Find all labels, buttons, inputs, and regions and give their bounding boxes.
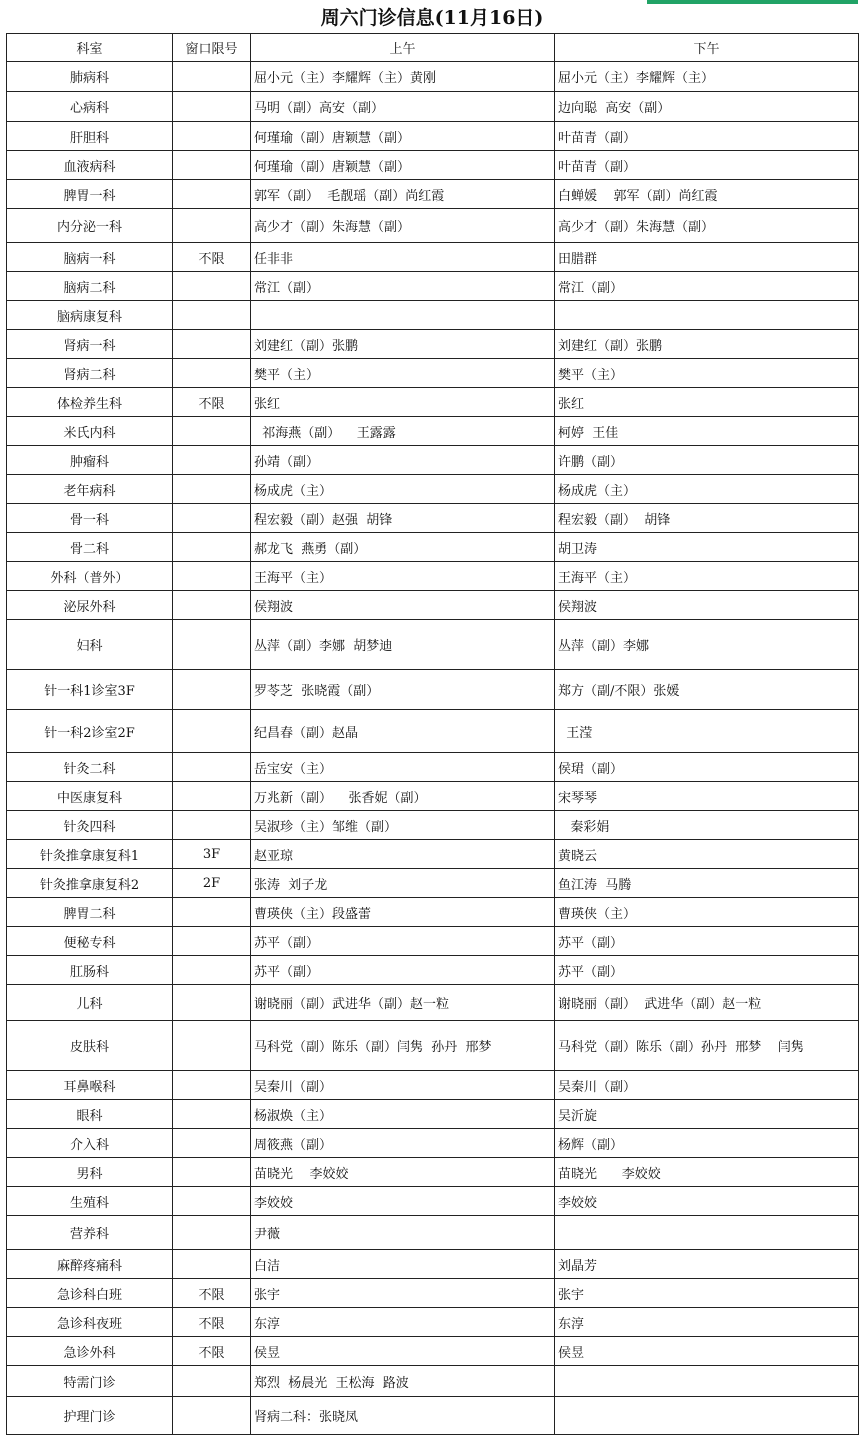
morning-cell: 任非非 — [251, 243, 555, 272]
dept-cell: 心病科 — [7, 92, 173, 122]
dept-cell: 肾病二科 — [7, 359, 173, 388]
table-row — [7, 243, 859, 272]
table-row — [7, 1158, 859, 1187]
window-limit-cell: 2F — [173, 869, 251, 898]
window-limit-cell — [173, 753, 251, 782]
afternoon-cell: 丛萍（副）李娜 — [555, 620, 859, 670]
table-row — [7, 1308, 859, 1337]
dept-cell: 妇科 — [7, 620, 173, 670]
dept-cell: 眼科 — [7, 1100, 173, 1129]
afternoon-cell: 白蝉媛 郭军（副）尚红霞 — [555, 180, 859, 209]
table-row — [7, 151, 859, 180]
table-row — [7, 956, 859, 985]
dept-cell: 中医康复科 — [7, 782, 173, 811]
table-row — [7, 359, 859, 388]
afternoon-cell: 鱼江涛 马腾 — [555, 869, 859, 898]
afternoon-cell: 苏平（副） — [555, 956, 859, 985]
morning-cell: 侯昱 — [251, 1337, 555, 1366]
afternoon-cell: 杨辉（副） — [555, 1129, 859, 1158]
dept-cell: 肺病科 — [7, 62, 173, 92]
window-limit-cell: 不限 — [173, 1308, 251, 1337]
morning-cell: 侯翔波 — [251, 591, 555, 620]
dept-cell: 急诊外科 — [7, 1337, 173, 1366]
clinic-schedule-table — [6, 33, 859, 1435]
dept-cell: 男科 — [7, 1158, 173, 1187]
dept-cell: 泌尿外科 — [7, 591, 173, 620]
morning-cell: 程宏毅（副）赵强 胡锋 — [251, 504, 555, 533]
window-limit-cell — [173, 151, 251, 180]
window-limit-cell — [173, 417, 251, 446]
morning-cell: 纪昌春（副）赵晶 — [251, 710, 555, 753]
table-row — [7, 811, 859, 840]
table-row — [7, 180, 859, 209]
table-row — [7, 1366, 859, 1397]
dept-cell: 护理门诊 — [7, 1397, 173, 1435]
table-row — [7, 301, 859, 330]
morning-cell: 张红 — [251, 388, 555, 417]
dept-cell: 耳鼻喉科 — [7, 1071, 173, 1100]
dept-cell: 针一科1诊室3F — [7, 670, 173, 710]
morning-cell: 张涛 刘子龙 — [251, 869, 555, 898]
table-row — [7, 1397, 859, 1435]
dept-cell: 体检养生科 — [7, 388, 173, 417]
header-dept: 科室 — [7, 34, 173, 62]
dept-cell: 脑病二科 — [7, 272, 173, 301]
table-row — [7, 670, 859, 710]
table-row — [7, 753, 859, 782]
window-limit-cell: 不限 — [173, 388, 251, 417]
afternoon-cell: 曹瑛侠（主） — [555, 898, 859, 927]
morning-cell: 刘建红（副）张鹏 — [251, 330, 555, 359]
morning-cell: 谢晓丽（副）武进华（副）赵一粒 — [251, 985, 555, 1021]
table-row — [7, 122, 859, 151]
table-row — [7, 1129, 859, 1158]
afternoon-cell — [555, 1366, 859, 1397]
morning-cell: 吴秦川（副） — [251, 1071, 555, 1100]
window-limit-cell — [173, 985, 251, 1021]
window-limit-cell — [173, 956, 251, 985]
afternoon-cell: 吴秦川（副） — [555, 1071, 859, 1100]
window-limit-cell — [173, 562, 251, 591]
window-limit-cell — [173, 180, 251, 209]
morning-cell: 肾病二科：张晓凤 — [251, 1397, 555, 1435]
afternoon-cell: 叶苗青（副） — [555, 151, 859, 180]
morning-cell: 马明（副）高安（副） — [251, 92, 555, 122]
morning-cell: 杨成虎（主） — [251, 475, 555, 504]
afternoon-cell: 柯婷 王佳 — [555, 417, 859, 446]
window-limit-cell — [173, 591, 251, 620]
table-row — [7, 869, 859, 898]
afternoon-cell: 李姣姣 — [555, 1187, 859, 1216]
afternoon-cell: 马科党（副）陈乐（副）孙丹 邢梦 闫隽 — [555, 1021, 859, 1071]
afternoon-cell: 王海平（主） — [555, 562, 859, 591]
table-row — [7, 898, 859, 927]
window-limit-cell — [173, 272, 251, 301]
dept-cell: 外科（普外） — [7, 562, 173, 591]
header-window-limit: 窗口限号 — [173, 34, 251, 62]
dept-cell: 脑病一科 — [7, 243, 173, 272]
table-row — [7, 1216, 859, 1250]
morning-cell: 白洁 — [251, 1250, 555, 1279]
window-limit-cell — [173, 301, 251, 330]
window-limit-cell — [173, 1250, 251, 1279]
dept-cell: 血液病科 — [7, 151, 173, 180]
morning-cell: 东淳 — [251, 1308, 555, 1337]
window-limit-cell — [173, 1216, 251, 1250]
dept-cell: 针灸二科 — [7, 753, 173, 782]
afternoon-cell: 樊平（主） — [555, 359, 859, 388]
table-row — [7, 475, 859, 504]
window-limit-cell — [173, 927, 251, 956]
afternoon-cell: 侯珺（副） — [555, 753, 859, 782]
dept-cell: 肛肠科 — [7, 956, 173, 985]
window-limit-cell — [173, 898, 251, 927]
morning-cell — [251, 301, 555, 330]
afternoon-cell: 许鹏（副） — [555, 446, 859, 475]
afternoon-cell: 刘晶芳 — [555, 1250, 859, 1279]
table-row — [7, 209, 859, 243]
window-limit-cell: 不限 — [173, 1337, 251, 1366]
window-limit-cell — [173, 1100, 251, 1129]
window-limit-cell — [173, 811, 251, 840]
window-limit-cell — [173, 620, 251, 670]
table-row — [7, 591, 859, 620]
window-limit-cell — [173, 330, 251, 359]
table-row — [7, 985, 859, 1021]
dept-cell: 脑病康复科 — [7, 301, 173, 330]
morning-cell: 祁海燕（副） 王露露 — [251, 417, 555, 446]
morning-cell: 何瑾瑜（副）唐颖慧（副） — [251, 122, 555, 151]
morning-cell: 吴淑珍（主）邹维（副） — [251, 811, 555, 840]
window-limit-cell — [173, 1158, 251, 1187]
table-row — [7, 388, 859, 417]
morning-cell: 万兆新（副） 张香妮（副） — [251, 782, 555, 811]
morning-cell: 张宇 — [251, 1279, 555, 1308]
afternoon-cell — [555, 1216, 859, 1250]
morning-cell: 王海平（主） — [251, 562, 555, 591]
header-row — [7, 34, 859, 62]
table-row — [7, 1337, 859, 1366]
table-row — [7, 1021, 859, 1071]
morning-cell: 高少才（副）朱海慧（副） — [251, 209, 555, 243]
afternoon-cell: 秦彩娟 — [555, 811, 859, 840]
dept-cell: 皮肤科 — [7, 1021, 173, 1071]
morning-cell: 赵亚琼 — [251, 840, 555, 869]
window-limit-cell — [173, 475, 251, 504]
afternoon-cell — [555, 1397, 859, 1435]
table-row — [7, 1279, 859, 1308]
morning-cell: 曹瑛侠（主）段盛蕾 — [251, 898, 555, 927]
table-row — [7, 1187, 859, 1216]
dept-cell: 营养科 — [7, 1216, 173, 1250]
dept-cell: 麻醉疼痛科 — [7, 1250, 173, 1279]
table-row — [7, 62, 859, 92]
table-row — [7, 782, 859, 811]
page-title: 周六门诊信息(11月16日) — [320, 7, 544, 29]
morning-cell: 岳宝安（主） — [251, 753, 555, 782]
dept-cell: 针灸推拿康复科2 — [7, 869, 173, 898]
afternoon-cell — [555, 301, 859, 330]
dept-cell: 急诊科白班 — [7, 1279, 173, 1308]
table-row — [7, 533, 859, 562]
window-limit-cell — [173, 533, 251, 562]
afternoon-cell: 胡卫涛 — [555, 533, 859, 562]
morning-cell: 屈小元（主）李耀辉（主）黄刚 — [251, 62, 555, 92]
dept-cell: 米氏内科 — [7, 417, 173, 446]
afternoon-cell: 苏平（副） — [555, 927, 859, 956]
table-row — [7, 1071, 859, 1100]
table-row — [7, 927, 859, 956]
table-row — [7, 272, 859, 301]
dept-cell: 肿瘤科 — [7, 446, 173, 475]
dept-cell: 针灸四科 — [7, 811, 173, 840]
dept-cell: 生殖科 — [7, 1187, 173, 1216]
window-limit-cell — [173, 122, 251, 151]
afternoon-cell: 高少才（副）朱海慧（副） — [555, 209, 859, 243]
morning-cell: 罗苓芝 张晓霞（副） — [251, 670, 555, 710]
table-row — [7, 840, 859, 869]
afternoon-cell: 边向聪 高安（副） — [555, 92, 859, 122]
afternoon-cell: 宋琴琴 — [555, 782, 859, 811]
morning-cell: 郭军（副） 毛靓瑶（副）尚红霞 — [251, 180, 555, 209]
window-limit-cell — [173, 782, 251, 811]
morning-cell: 苗晓光 李姣姣 — [251, 1158, 555, 1187]
afternoon-cell: 屈小元（主）李耀辉（主） — [555, 62, 859, 92]
header-afternoon: 下午 — [555, 34, 859, 62]
morning-cell: 孙靖（副） — [251, 446, 555, 475]
table-row — [7, 417, 859, 446]
window-limit-cell: 不限 — [173, 1279, 251, 1308]
morning-cell: 杨淑焕（主） — [251, 1100, 555, 1129]
table-row — [7, 330, 859, 359]
dept-cell: 便秘专科 — [7, 927, 173, 956]
table-row — [7, 1100, 859, 1129]
window-limit-cell — [173, 1021, 251, 1071]
window-limit-cell — [173, 62, 251, 92]
dept-cell: 老年病科 — [7, 475, 173, 504]
afternoon-cell: 王滢 — [555, 710, 859, 753]
window-limit-cell — [173, 446, 251, 475]
afternoon-cell: 刘建红（副）张鹏 — [555, 330, 859, 359]
dept-cell: 介入科 — [7, 1129, 173, 1158]
morning-cell: 郝龙飞 燕勇（副） — [251, 533, 555, 562]
afternoon-cell: 杨成虎（主） — [555, 475, 859, 504]
morning-cell: 苏平（副） — [251, 956, 555, 985]
window-limit-cell — [173, 710, 251, 753]
afternoon-cell: 张红 — [555, 388, 859, 417]
window-limit-cell — [173, 209, 251, 243]
afternoon-cell: 吴沂旋 — [555, 1100, 859, 1129]
afternoon-cell: 黄晓云 — [555, 840, 859, 869]
morning-cell: 樊平（主） — [251, 359, 555, 388]
table-row — [7, 446, 859, 475]
header-morning: 上午 — [251, 34, 555, 62]
morning-cell: 马科党（副）陈乐（副）闫隽 孙丹 邢梦 — [251, 1021, 555, 1071]
window-limit-cell — [173, 1187, 251, 1216]
morning-cell: 李姣姣 — [251, 1187, 555, 1216]
dept-cell: 针灸推拿康复科1 — [7, 840, 173, 869]
dept-cell: 儿科 — [7, 985, 173, 1021]
afternoon-cell: 田腊群 — [555, 243, 859, 272]
afternoon-cell: 程宏毅（副） 胡锋 — [555, 504, 859, 533]
window-limit-cell — [173, 92, 251, 122]
dept-cell: 肝胆科 — [7, 122, 173, 151]
afternoon-cell: 谢晓丽（副） 武进华（副）赵一粒 — [555, 985, 859, 1021]
afternoon-cell: 苗晓光 李姣姣 — [555, 1158, 859, 1187]
morning-cell: 何瑾瑜（副）唐颖慧（副） — [251, 151, 555, 180]
table-row — [7, 504, 859, 533]
dept-cell: 肾病一科 — [7, 330, 173, 359]
dept-cell: 特需门诊 — [7, 1366, 173, 1397]
table-row — [7, 1250, 859, 1279]
dept-cell: 脾胃二科 — [7, 898, 173, 927]
window-limit-cell — [173, 1129, 251, 1158]
dept-cell: 脾胃一科 — [7, 180, 173, 209]
morning-cell: 丛萍（副）李娜 胡梦迪 — [251, 620, 555, 670]
afternoon-cell: 常江（副） — [555, 272, 859, 301]
dept-cell: 骨二科 — [7, 533, 173, 562]
afternoon-cell: 侯翔波 — [555, 591, 859, 620]
window-limit-cell — [173, 1397, 251, 1435]
table-row — [7, 620, 859, 670]
afternoon-cell: 郑方（副/不限）张媛 — [555, 670, 859, 710]
morning-cell: 周筱燕（副） — [251, 1129, 555, 1158]
window-limit-cell — [173, 1366, 251, 1397]
afternoon-cell: 张宇 — [555, 1279, 859, 1308]
afternoon-cell: 侯昱 — [555, 1337, 859, 1366]
table-row — [7, 562, 859, 591]
window-limit-cell: 不限 — [173, 243, 251, 272]
dept-cell: 内分泌一科 — [7, 209, 173, 243]
morning-cell: 郑烈 杨晨光 王松海 路波 — [251, 1366, 555, 1397]
dept-cell: 急诊科夜班 — [7, 1308, 173, 1337]
morning-cell: 常江（副） — [251, 272, 555, 301]
window-limit-cell: 3F — [173, 840, 251, 869]
table-row — [7, 710, 859, 753]
dept-cell: 针一科2诊室2F — [7, 710, 173, 753]
dept-cell: 骨一科 — [7, 504, 173, 533]
window-limit-cell — [173, 670, 251, 710]
window-limit-cell — [173, 359, 251, 388]
window-limit-cell — [173, 1071, 251, 1100]
morning-cell: 苏平（副） — [251, 927, 555, 956]
table-row — [7, 92, 859, 122]
morning-cell: 尹薇 — [251, 1216, 555, 1250]
afternoon-cell: 叶苗青（副） — [555, 122, 859, 151]
window-limit-cell — [173, 504, 251, 533]
afternoon-cell: 东淳 — [555, 1308, 859, 1337]
